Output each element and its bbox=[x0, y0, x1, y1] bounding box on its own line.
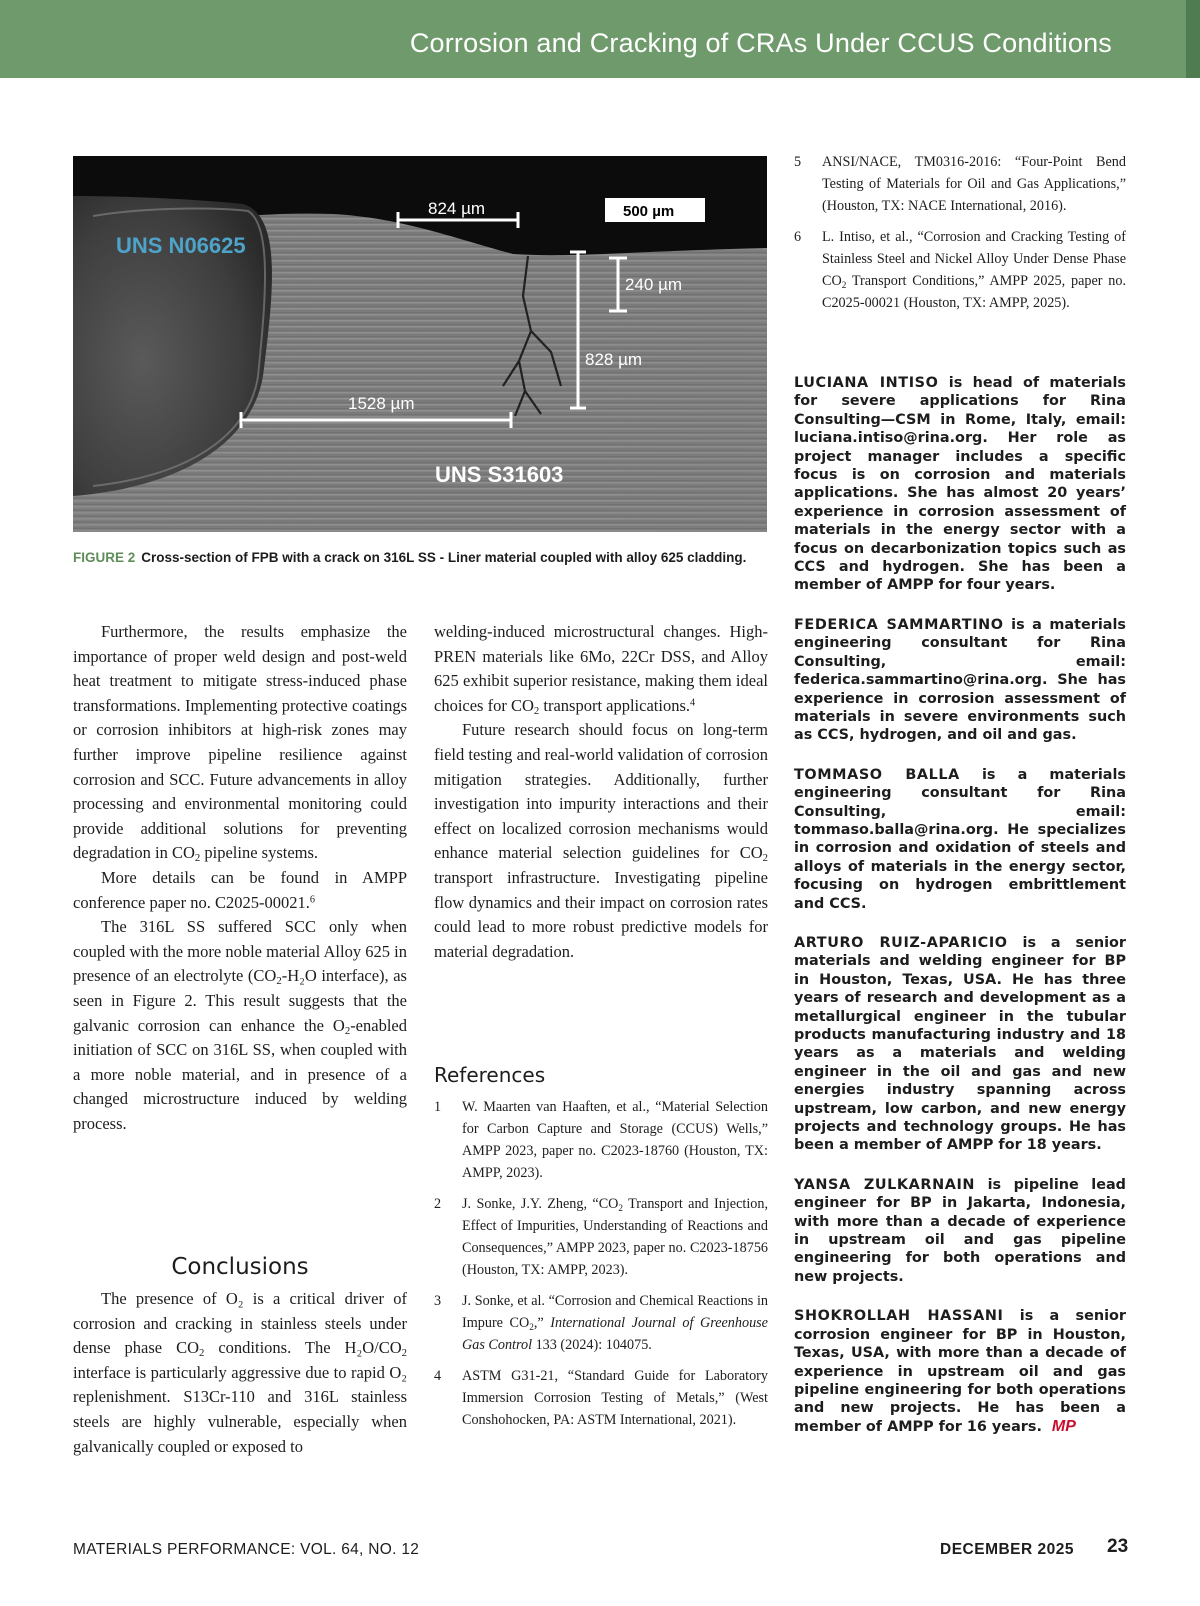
footer-publication: MATERIALS PERFORMANCE: VOL. 64, NO. 12 bbox=[73, 1541, 420, 1558]
reference-5: 5 ANSI/NACE, TM0316-2016: “Four-Point Bend Testing of Materials for Oil and Gas Applications,” (Houston, TX: NACE International, 2016). bbox=[794, 154, 1126, 214]
paragraph-2: More details can be found in AMPP conference paper no. C2025-00021.$^6$ bbox=[73, 867, 407, 912]
references-list-a bbox=[434, 1096, 768, 1440]
conclusions-paragraph: The presence of O₂ is a critical driver of corrosion and cracking in stainless steels under dense phase $CO_2$ conditions. The H₂O/$CO_2$ interface is particularly aggressive due to rapid O₂ replenishment. S13Cr-110 and 316L stainless steels are highly vulnerable, especially when galvanically coupled or exposed to bbox=[73, 1289, 407, 1456]
figure-caption bbox=[73, 548, 767, 568]
reference-2: 2 J. Sonke, J.Y. Zheng, “$CO_2$ Transport and Injection, Effect of Impurities, Understanding of Reactions and Consequences,” AMPP 2023, paper no. C2023-18756 (Houston, TX: AMPP, 2023). bbox=[434, 1196, 768, 1278]
references-heading: References bbox=[434, 1063, 546, 1087]
mp-logo-icon: MP bbox=[1051, 1417, 1076, 1435]
paragraph-1: Furthermore, the results emphasize the importance of proper weld design and post-weld heat treatment to mitigate stress-induced phase transformations. Implementing protective coatings or corrosion inhibitors at high-risk zones may further improve pipeline resilience against corrosion and SCC. Future advancements in alloy processing and environmental monitoring could provide additional solutions for preventing degradation in $CO_2$ pipeline systems. bbox=[73, 622, 407, 865]
bio-federica-sammartino: FEDERICA SAMMARTINO is a materials engineering consultant for Rina Consulting, email: federica.sammartino@rina.org. She has experience in corrosion assessment of materials in severe environments such as CCS, hydrogen, and oil and gas. bbox=[794, 616, 1126, 744]
label-uns-s31603: UNS S31603 bbox=[435, 462, 564, 487]
label-1528: 1528 µm bbox=[348, 394, 415, 413]
page-number: 23 bbox=[1107, 1536, 1129, 1557]
label-uns-n06625: UNS N06625 bbox=[116, 233, 246, 258]
bio-luciana-intiso: LUCIANA INTISO is head of materials for severe applications for Rina Consulting—CSM in Rome, Italy, email: luciana.intiso@rina.org. Her role as project manager includes a specific focus is on corrosion and materials applications. She has almost 20 years’ experience in corrosion assessment of materials in the energy sector with a focus on decarbonization topics such as CCS and hydrogen. She has been a member of AMPP for four years. bbox=[794, 375, 1126, 594]
bio-yansa-zulkarnain: YANSA ZULKARNAIN is pipeline lead engineer for BP in Jakarta, Indonesia, with more than a decade of experience in upstream oil and gas pipeline engineering for both operations and new projects. bbox=[794, 1176, 1126, 1285]
references-list-b bbox=[794, 151, 1126, 323]
label-824: 824 µm bbox=[428, 199, 486, 218]
micrograph-svg bbox=[73, 156, 767, 532]
scale-bar-label: 500 µm bbox=[623, 203, 675, 220]
body-column-2 bbox=[434, 620, 768, 964]
conclusions-text bbox=[73, 1287, 407, 1459]
reference-3: 3 J. Sonke, et al. “Corrosion and Chemical Reactions in Impure $CO_2$,” International Journal of Greenhouse Gas Control 133 (2024): 104075. bbox=[434, 1293, 768, 1353]
figure-caption-label: FIGURE 2 bbox=[73, 550, 136, 565]
running-header-title: Corrosion and Cracking of CRAs Under CCUS Conditions bbox=[409, 28, 1112, 58]
bio-arturo-ruiz-aparicio: ARTURO RUIZ-APARICIO is a senior materials and welding engineer for BP in Houston, Texas, USA. He has three years of research and development as a metallurgical engineer in the tubular products manufacturing industry and 18 years as a materials and welding engineer in the oil and gas and new energies industry spanning across upstream, low carbon, and new energy projects and technology groups. He has been a member of AMPP for 18 years. bbox=[794, 934, 1126, 1154]
reference-4: 4 ASTM G31-21, “Standard Guide for Laboratory Immersion Corrosion Testing of Metals,” (West Conshohocken, PA: ASTM International, 2021). bbox=[434, 1368, 768, 1428]
author-bios bbox=[794, 374, 1126, 1457]
reference-6: 6 L. Intiso, et al., “Corrosion and Cracking Testing of Stainless Steel and Nickel Alloy Under Dense Phase $CO_2$ Transport Conditions,” AMPP 2025, paper no. C2025-00021 (Houston, TX: AMPP, 2025). bbox=[794, 229, 1126, 311]
footer-date: DECEMBER 2025 bbox=[940, 1541, 1074, 1558]
label-240: 240 µm bbox=[625, 275, 683, 294]
label-828: 828 µm bbox=[585, 350, 643, 369]
header-band bbox=[0, 0, 1186, 78]
header-edge bbox=[1186, 0, 1200, 78]
figure-caption-text: Cross-section of FPB with a crack on 316L SS - Liner material coupled with alloy 625 cladding. bbox=[141, 550, 747, 565]
bio-tommaso-balla: TOMMASO BALLA is a materials engineering consultant for Rina Consulting, email: tommaso.balla@rina.org. He specializes in corrosion and oxidation of steels and alloys of materials in the energy sector, focusing on hydrogen embrittlement and CCS. bbox=[794, 766, 1126, 912]
conclusions-heading: Conclusions bbox=[171, 1254, 309, 1280]
paragraph-4: welding-induced microstructural changes. High-PREN materials like 6Mo, 22Cr DSS, and Alloy 625 exhibit superior resistance, making them ideal choices for $CO_2$ transport applications.$^4$ bbox=[434, 622, 768, 717]
body-column-1 bbox=[73, 620, 407, 1136]
bio-shokrollah-hassani: SHOKROLLAH HASSANI is a senior corrosion engineer for BP in Houston, Texas, USA, with more than a decade of experience in upstream oil and gas pipeline engineering for both operations and new projects. He has been a member of AMPP for 16 years. MP bbox=[794, 1308, 1126, 1435]
reference-1: 1 W. Maarten van Haaften, et al., “Material Selection for Carbon Capture and Storage (CCUS) Wells,” AMPP 2023, paper no. C2023-18760 (Houston, TX: AMPP, 2023). bbox=[434, 1099, 768, 1181]
paragraph-3: The 316L SS suffered SCC only when coupled with the more noble material Alloy 625 in presence of an electrolyte ($CO_2$-H₂O interface), as seen in Figure 2. This result suggests that the galvanic corrosion can enhance the $O_2$-enabled initiation of SCC on 316L SS, when coupled with a more noble material, and in presence of a changed microstructure induced by welding process. bbox=[73, 917, 407, 1133]
figure-2-micrograph bbox=[73, 156, 767, 532]
paragraph-5: Future research should focus on long-term field testing and real-world validation of corrosion mitigation strategies. Additionally, further investigation into impurity interactions and their effect on localized corrosion mechanisms would enhance material selection guidelines for $CO_2$ transport infrastructure. Investigating pipeline flow dynamics and their impact on corrosion rates could lead to more robust predictive models for material degradation. bbox=[434, 720, 768, 961]
